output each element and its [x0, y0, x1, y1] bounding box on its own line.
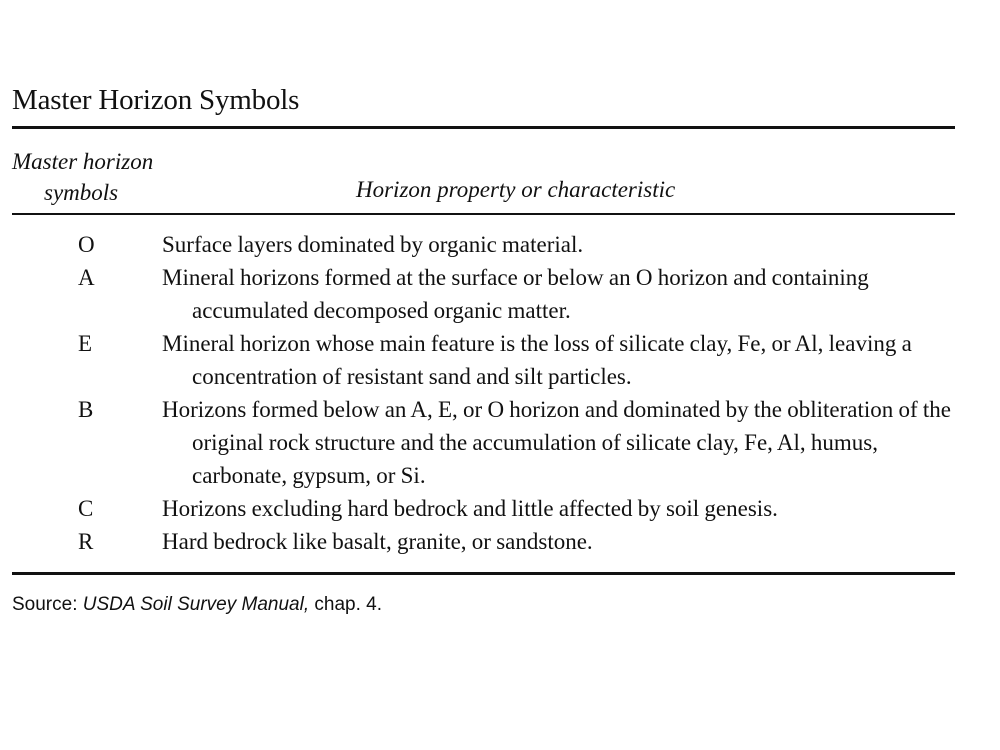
horizon-description: Horizons excluding hard bedrock and little affected by soil genesis.: [162, 496, 778, 521]
horizon-description: Mineral horizons formed at the surface or below an O horizon and containing accumulated decomposed organic matter.: [162, 265, 869, 323]
source-note: [12, 594, 382, 616]
table-row: [12, 492, 957, 525]
horizon-description: Surface layers dominated by organic material.: [162, 232, 584, 257]
table-row: [12, 393, 957, 492]
horizon-symbol: C: [78, 496, 94, 521]
column-header-symbols-line2: symbols: [44, 180, 119, 205]
table-title: Master Horizon Symbols: [12, 84, 300, 116]
header-rule: [12, 213, 955, 215]
horizon-symbol: A: [78, 265, 95, 290]
horizon-description: Horizons formed below an A, E, or O horizon and dominated by the obliteration of the original rock structure and the accumulation of silicate clay, Fe, Al, humus, carbonate, gypsum, or Si.: [162, 397, 951, 488]
table-row: [12, 327, 957, 393]
bottom-rule: [12, 572, 955, 575]
column-header-property: Horizon property or characteristic: [356, 177, 676, 202]
horizon-symbol: E: [78, 331, 93, 356]
source-suffix: chap. 4.: [309, 594, 382, 615]
horizon-symbol: O: [78, 232, 95, 257]
source-prefix: Source:: [12, 594, 83, 615]
top-rule: [12, 126, 955, 129]
horizon-description: Mineral horizon whose main feature is the loss of silicate clay, Fe, or Al, leaving a concentration of resistant sand and silt particles.: [162, 331, 912, 389]
table-row: [12, 228, 957, 261]
horizon-symbol: B: [78, 397, 94, 422]
table-row: [12, 261, 957, 327]
column-header-symbols-line1: Master horizon: [12, 149, 154, 174]
source-work-title: USDA Soil Survey Manual,: [82, 594, 310, 615]
column-header-symbols: [12, 146, 172, 208]
table-row: [12, 525, 957, 558]
horizon-description: Hard bedrock like basalt, granite, or sandstone.: [162, 529, 593, 554]
table-body: [12, 228, 957, 558]
horizon-symbol: R: [78, 529, 94, 554]
